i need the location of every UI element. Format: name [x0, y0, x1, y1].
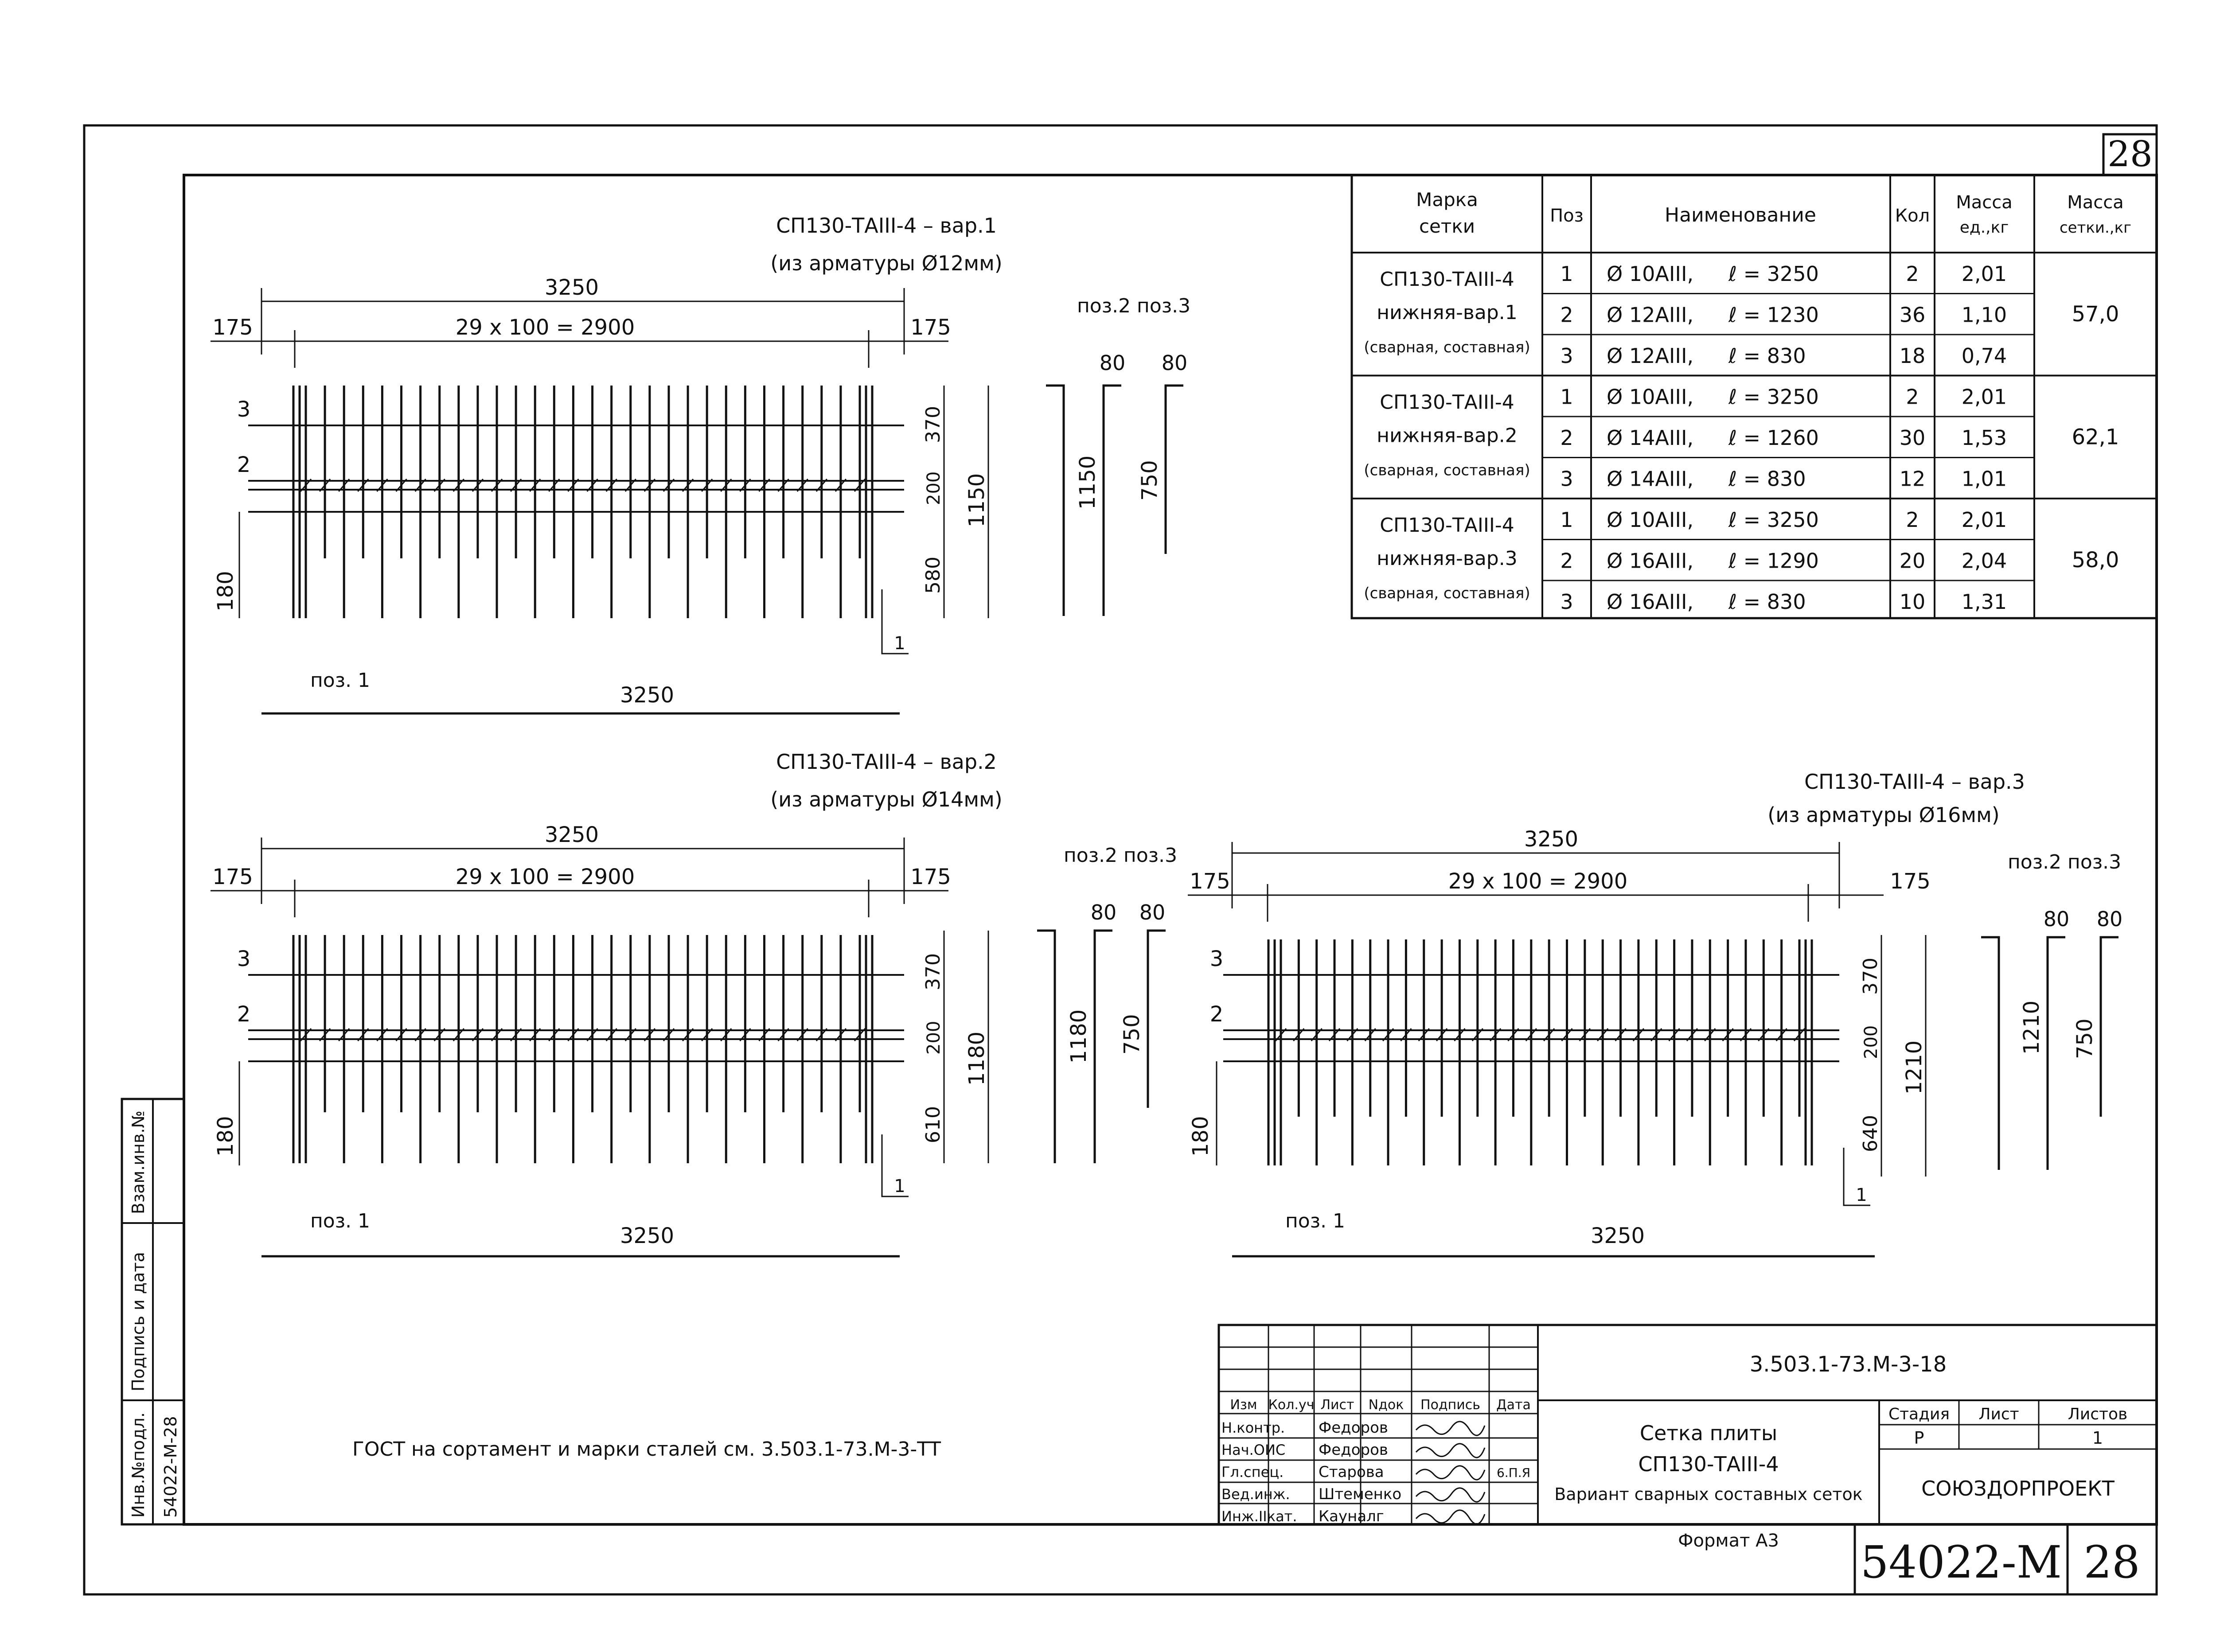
- title-block-role: Вед.инж.: [1221, 1486, 1290, 1503]
- svg-text:175: 175: [1190, 869, 1230, 894]
- spec-cell: Ø 14AIII,: [1607, 467, 1694, 491]
- title-block-role: Инж.IIкат.: [1221, 1508, 1297, 1525]
- spec-cell: 2: [1906, 262, 1919, 286]
- spec-cell: 36: [1899, 303, 1926, 327]
- svg-text:1: 1: [2092, 1428, 2103, 1448]
- bottom-number: 28: [2083, 1536, 2140, 1588]
- svg-text:580: 580: [922, 557, 944, 594]
- spec-cell: ℓ = 3250: [1728, 262, 1819, 286]
- spec-cell: 1,01: [1961, 467, 2007, 491]
- svg-text:сетки: сетки: [1419, 215, 1475, 237]
- title-block-person: Федоров: [1319, 1419, 1388, 1437]
- svg-text:2: 2: [1209, 1002, 1224, 1027]
- title-block-role: Гл.спец.: [1221, 1464, 1284, 1481]
- svg-text:80: 80: [1139, 900, 1166, 924]
- title-block: [1219, 1325, 2157, 1525]
- svg-text:Масса: Масса: [2067, 192, 2124, 213]
- svg-text:29 x 100 = 2900: 29 x 100 = 2900: [455, 865, 635, 889]
- spec-cell: 20: [1899, 549, 1926, 573]
- title-block-col-head: Подпись: [1420, 1397, 1480, 1413]
- svg-text:3250: 3250: [1590, 1223, 1645, 1248]
- svg-text:1210: 1210: [2019, 1000, 2044, 1055]
- svg-text:3250: 3250: [1524, 827, 1579, 852]
- spec-cell: ℓ = 830: [1728, 344, 1806, 368]
- svg-text:Листов: Листов: [2068, 1405, 2128, 1423]
- spec-cell: Ø 12AIII,: [1607, 303, 1694, 327]
- svg-text:Взам.инв.№: Взам.инв.№: [129, 1110, 148, 1214]
- spec-cell: ℓ = 1290: [1728, 549, 1819, 573]
- spec-cell: ℓ = 1260: [1728, 426, 1819, 450]
- svg-text:Инв.№подл.: Инв.№подл.: [129, 1412, 148, 1518]
- spec-cell: 2,04: [1961, 549, 2007, 573]
- variant-3-title: СП130-ТАIII-4 – вар.3: [1804, 770, 2025, 794]
- spec-cell: 1: [1560, 262, 1573, 286]
- spec-cell: ℓ = 830: [1728, 467, 1806, 491]
- spec-cell: ℓ = 830: [1728, 590, 1806, 614]
- svg-text:3250: 3250: [620, 1223, 675, 1248]
- title-block-col-head: Nдок: [1368, 1397, 1404, 1413]
- svg-text:1: 1: [894, 1176, 905, 1196]
- svg-text:Марка: Марка: [1416, 189, 1478, 210]
- spec-cell: 10: [1899, 590, 1926, 614]
- spec-cell: 2: [1560, 549, 1573, 573]
- spec-mark-line: нижняя-вар.1: [1377, 301, 1518, 324]
- spec-cell: 2: [1906, 508, 1919, 532]
- bottom-code: 54022-М: [1860, 1536, 2062, 1588]
- spec-cell: 1,10: [1961, 303, 2007, 327]
- spec-cell: ℓ = 3250: [1728, 508, 1819, 532]
- spec-mark-line: СП130-ТАIII-4: [1380, 268, 1514, 291]
- spec-table: [1352, 175, 2157, 618]
- svg-text:Сетка плиты: Сетка плиты: [1639, 1421, 1778, 1445]
- spec-cell: 2,01: [1961, 262, 2007, 286]
- spec-cell: 2: [1906, 385, 1919, 409]
- svg-text:1150: 1150: [964, 473, 989, 527]
- spec-cell: Ø 16AIII,: [1607, 590, 1694, 614]
- signature: [1416, 1422, 1485, 1435]
- spec-cell: 12: [1899, 467, 1926, 491]
- svg-text:1150: 1150: [1075, 455, 1100, 510]
- spec-cell: Ø 10AIII,: [1607, 262, 1694, 286]
- svg-text:180: 180: [1188, 1116, 1213, 1157]
- svg-text:Лист: Лист: [1978, 1405, 2019, 1423]
- svg-text:200: 200: [924, 1021, 944, 1055]
- svg-text:Кол: Кол: [1895, 206, 1930, 226]
- svg-text:Поз: Поз: [1550, 206, 1584, 226]
- svg-text:3: 3: [237, 947, 251, 971]
- spec-total-mass: 58,0: [2072, 547, 2119, 573]
- svg-text:СОЮЗДОРПРОЕКТ: СОЮЗДОРПРОЕКТ: [1921, 1477, 2115, 1500]
- svg-text:1180: 1180: [1066, 1009, 1091, 1064]
- corner-number: 28: [2107, 133, 2153, 175]
- spec-total-mass: 57,0: [2072, 301, 2119, 327]
- svg-text:3250: 3250: [544, 275, 599, 300]
- title-block-col-head: Дата: [1496, 1397, 1531, 1413]
- title-block-person: Штеменко: [1319, 1485, 1402, 1503]
- format-label: Формат А3: [1678, 1531, 1779, 1551]
- svg-text:175: 175: [1890, 869, 1931, 894]
- svg-text:80: 80: [1161, 351, 1188, 375]
- svg-text:поз. 1: поз. 1: [310, 669, 371, 692]
- svg-text:180: 180: [213, 1116, 238, 1157]
- mesh-variant-2: [211, 750, 1177, 1256]
- spec-cell: ℓ = 3250: [1728, 385, 1819, 409]
- mesh-variant-1: [211, 214, 1190, 713]
- svg-text:175: 175: [910, 865, 951, 889]
- svg-text:поз.2 поз.3: поз.2 поз.3: [2008, 851, 2122, 873]
- svg-text:180: 180: [213, 571, 238, 612]
- svg-text:750: 750: [2072, 1018, 2097, 1059]
- spec-cell: 1: [1560, 385, 1573, 409]
- variant-1-subtitle: (из арматуры Ø12мм): [770, 251, 1003, 275]
- spec-cell: Ø 10AIII,: [1607, 385, 1694, 409]
- title-block-col-head: Изм: [1230, 1397, 1257, 1413]
- variant-2-subtitle: (из арматуры Ø14мм): [770, 787, 1003, 811]
- svg-text:80: 80: [1090, 900, 1117, 924]
- spec-cell: 3: [1560, 344, 1573, 368]
- spec-cell: Ø 12AIII,: [1607, 344, 1694, 368]
- variant-1-title: СП130-ТАIII-4 – вар.1: [776, 214, 997, 238]
- spec-cell: 3: [1560, 590, 1573, 614]
- svg-text:200: 200: [1861, 1025, 1881, 1059]
- svg-text:2: 2: [237, 452, 251, 477]
- title-block-col-head: Кол.уч: [1268, 1397, 1315, 1413]
- svg-text:750: 750: [1120, 1014, 1144, 1055]
- svg-text:1: 1: [1856, 1185, 1867, 1205]
- signature: [1416, 1510, 1485, 1524]
- spec-cell: 18: [1899, 344, 1926, 368]
- svg-text:СП130-ТАIII-4: СП130-ТАIII-4: [1638, 1452, 1779, 1476]
- variant-2-title: СП130-ТАIII-4 – вар.2: [776, 750, 997, 774]
- svg-text:3.503.1-73.М-3-18: 3.503.1-73.М-3-18: [1749, 1352, 1947, 1377]
- variant-3-rebar-grid: [1268, 939, 1812, 1165]
- side-stamp: [122, 1099, 184, 1524]
- signature: [1416, 1466, 1485, 1480]
- spec-cell: Ø 16AIII,: [1607, 549, 1694, 573]
- spec-cell: 1,53: [1961, 426, 2007, 450]
- svg-text:Масса: Масса: [1956, 192, 2013, 213]
- svg-text:ед.,кг: ед.,кг: [1959, 218, 2009, 237]
- spec-mark-line: нижняя-вар.2: [1377, 424, 1518, 447]
- svg-text:750: 750: [1137, 460, 1162, 501]
- spec-cell: 2: [1560, 426, 1573, 450]
- svg-text:3250: 3250: [544, 822, 599, 847]
- svg-text:Наименование: Наименование: [1665, 204, 1816, 226]
- spec-cell: 1,31: [1961, 590, 2007, 614]
- svg-text:370: 370: [922, 406, 944, 443]
- svg-text:3: 3: [1209, 947, 1224, 971]
- title-block-role: Н.контр.: [1221, 1419, 1285, 1436]
- svg-text:сетки.,кг: сетки.,кг: [2059, 219, 2132, 237]
- svg-text:80: 80: [2043, 907, 2070, 931]
- svg-text:Подпись и дата: Подпись и дата: [129, 1252, 148, 1391]
- svg-text:3: 3: [237, 397, 251, 422]
- title-block-person: Федоров: [1319, 1441, 1388, 1459]
- svg-text:175: 175: [910, 315, 951, 340]
- svg-text:2: 2: [237, 1002, 251, 1027]
- svg-text:200: 200: [924, 471, 944, 505]
- spec-mark-line: (сварная, составная): [1364, 339, 1530, 356]
- svg-text:29 x 100 = 2900: 29 x 100 = 2900: [1448, 869, 1628, 894]
- svg-text:610: 610: [922, 1106, 944, 1143]
- spec-cell: 0,74: [1961, 344, 2007, 368]
- gost-note: ГОСТ на сортамент и марки сталей см. 3.503.1-73.М-3-ТТ: [352, 1438, 941, 1461]
- spec-cell: 30: [1899, 426, 1926, 450]
- spec-cell: 2,01: [1961, 508, 2007, 532]
- signature: [1416, 1488, 1485, 1502]
- svg-text:Р: Р: [1914, 1428, 1924, 1448]
- svg-text:175: 175: [212, 315, 253, 340]
- svg-text:29 x 100 = 2900: 29 x 100 = 2900: [455, 315, 635, 340]
- title-block-col-head: Лист: [1320, 1397, 1354, 1413]
- svg-text:640: 640: [1859, 1115, 1882, 1152]
- variant-1-rebar-grid: [293, 386, 872, 618]
- spec-cell: 2,01: [1961, 385, 2007, 409]
- spec-total-mass: 62,1: [2072, 425, 2119, 450]
- svg-text:1: 1: [894, 633, 905, 654]
- svg-text:1180: 1180: [964, 1031, 989, 1086]
- spec-cell: Ø 14AIII,: [1607, 426, 1694, 450]
- svg-text:поз.2 поз.3: поз.2 поз.3: [1064, 844, 1178, 867]
- spec-mark-line: (сварная, составная): [1364, 461, 1530, 479]
- spec-cell: ℓ = 1230: [1728, 303, 1819, 327]
- title-block-date: 6.П.Я: [1496, 1465, 1531, 1480]
- spec-mark-line: СП130-ТАIII-4: [1380, 514, 1514, 537]
- svg-text:Вариант сварных составных сето: Вариант сварных составных сеток: [1554, 1484, 1863, 1504]
- svg-text:370: 370: [922, 953, 944, 990]
- svg-text:3250: 3250: [620, 683, 675, 708]
- spec-mark-line: нижняя-вар.3: [1377, 547, 1518, 570]
- spec-cell: Ø 10AIII,: [1607, 508, 1694, 532]
- spec-cell: 2: [1560, 303, 1573, 327]
- title-block-role: Нач.ОИС: [1221, 1442, 1286, 1458]
- svg-text:80: 80: [2096, 907, 2123, 931]
- spec-cell: 3: [1560, 467, 1573, 491]
- mesh-variant-3: [1188, 770, 2122, 1256]
- svg-text:поз. 1: поз. 1: [1285, 1210, 1346, 1232]
- spec-mark-line: СП130-ТАIII-4: [1380, 391, 1514, 414]
- svg-text:54022-М-28: 54022-М-28: [161, 1416, 180, 1518]
- svg-text:Стадия: Стадия: [1888, 1405, 1950, 1423]
- signature: [1416, 1444, 1485, 1457]
- title-block-person: Кауналг: [1319, 1508, 1384, 1525]
- title-block-person: Старова: [1319, 1463, 1384, 1481]
- variant-3-subtitle: (из арматуры Ø16мм): [1767, 803, 2000, 827]
- spec-cell: 1: [1560, 508, 1573, 532]
- svg-text:1210: 1210: [1902, 1040, 1927, 1095]
- svg-text:80: 80: [1099, 351, 1126, 375]
- svg-text:поз.2 поз.3: поз.2 поз.3: [1077, 295, 1191, 317]
- svg-text:поз. 1: поз. 1: [310, 1210, 371, 1232]
- variant-2-rebar-grid: [293, 935, 872, 1163]
- svg-text:175: 175: [212, 865, 253, 889]
- spec-mark-line: (сварная, составная): [1364, 584, 1530, 602]
- svg-text:370: 370: [1859, 958, 1882, 995]
